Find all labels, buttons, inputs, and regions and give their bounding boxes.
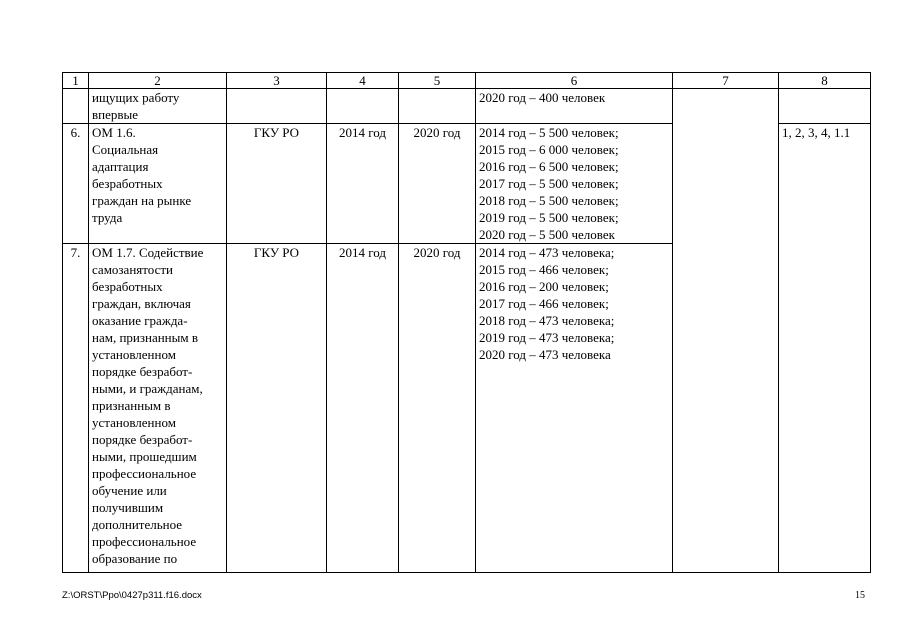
text-line: ными, прошедшим [92, 449, 197, 464]
text-line: 2020 год – 400 человек [479, 90, 606, 105]
text-line: 2019 год – 473 человека; [479, 330, 615, 345]
text-line: порядке безработ- [92, 432, 193, 447]
text-line: ОМ 1.6. [92, 125, 136, 140]
results-cell [476, 124, 673, 244]
text-line: установленном [92, 415, 176, 430]
text-line: самозанятости [92, 262, 174, 277]
footer-file-path: Z:\ORST\Ppo\0427p311.f16.docx [62, 590, 202, 601]
text-line: 2020 год – 5 500 человек [479, 227, 615, 242]
results-cell [476, 244, 673, 573]
text-line: адаптация [92, 159, 149, 174]
text-line: 2017 год – 466 человек; [479, 296, 609, 311]
start-cell: 2014 год [327, 124, 399, 244]
text-line: получившим [92, 500, 164, 515]
executor-cell: ГКУ РО [227, 124, 327, 244]
text-line: 2014 год – 5 500 человек; [479, 125, 619, 140]
table-header-row [63, 73, 871, 89]
links-cell: 1, 2, 3, 4, 1.1 [779, 124, 871, 573]
end-cell: 2020 год [399, 124, 476, 244]
text-line: установленном [92, 347, 176, 362]
row-number-cell [63, 89, 89, 124]
text-line: оказание гражда- [92, 313, 188, 328]
start-cell [327, 89, 399, 124]
text-line: ОМ 1.7. Содействие [92, 245, 204, 260]
text-line: 2016 год – 200 человек; [479, 279, 609, 294]
footer-page-number: 15 [855, 590, 865, 601]
row-number-cell: 7. [63, 244, 89, 573]
text-line: безработных [92, 279, 163, 294]
text-line: граждан на рынке [92, 193, 192, 208]
end-cell [399, 89, 476, 124]
measure-name-cell [89, 244, 227, 573]
header-cell: 6 [476, 73, 673, 89]
text-line: 2018 год – 473 человека; [479, 313, 615, 328]
header-cell: 4 [327, 73, 399, 89]
col7-cell [673, 89, 779, 573]
measure-name-cell [89, 89, 227, 124]
text-line: 2014 год – 473 человека; [479, 245, 615, 260]
text-line: 2018 год – 5 500 человек; [479, 193, 619, 208]
text-line: безработных [92, 176, 163, 191]
row-number-cell: 6. [63, 124, 89, 244]
text-line: 2019 год – 5 500 человек; [479, 210, 619, 225]
text-line: профессиональное [92, 466, 197, 481]
table-row [63, 89, 871, 124]
executor-cell: ГКУ РО [227, 244, 327, 573]
text-line: нам, признанным в [92, 330, 198, 345]
links-cell [779, 89, 871, 124]
end-cell: 2020 год [399, 244, 476, 573]
text-line: труда [92, 210, 123, 225]
header-cell: 7 [673, 73, 779, 89]
header-cell: 2 [89, 73, 227, 89]
text-line: признанным в [92, 398, 171, 413]
text-line: 2020 год – 473 человека [479, 347, 611, 362]
start-cell: 2014 год [327, 244, 399, 573]
text-line: дополнительное [92, 517, 183, 532]
text-line: граждан, включая [92, 296, 191, 311]
text-line: впервые [92, 107, 139, 122]
text-line: ными, и гражданам, [92, 381, 203, 396]
results-cell [476, 89, 673, 124]
header-cell: 3 [227, 73, 327, 89]
text-line: порядке безработ- [92, 364, 193, 379]
text-line: 2015 год – 466 человек; [479, 262, 609, 277]
text-line: 2015 год – 6 000 человек; [479, 142, 619, 157]
header-cell: 1 [63, 73, 89, 89]
text-line: образование по [92, 551, 178, 566]
measures-table [62, 72, 871, 573]
header-cell: 8 [779, 73, 871, 89]
text-line: ищущих работу [92, 90, 180, 105]
text-line: 2016 год – 6 500 человек; [479, 159, 619, 174]
header-cell: 5 [399, 73, 476, 89]
executor-cell [227, 89, 327, 124]
measure-name-cell [89, 124, 227, 244]
text-line: профессиональное [92, 534, 197, 549]
text-line: Социальная [92, 142, 159, 157]
text-line: 2017 год – 5 500 человек; [479, 176, 619, 191]
text-line: обучение или [92, 483, 167, 498]
